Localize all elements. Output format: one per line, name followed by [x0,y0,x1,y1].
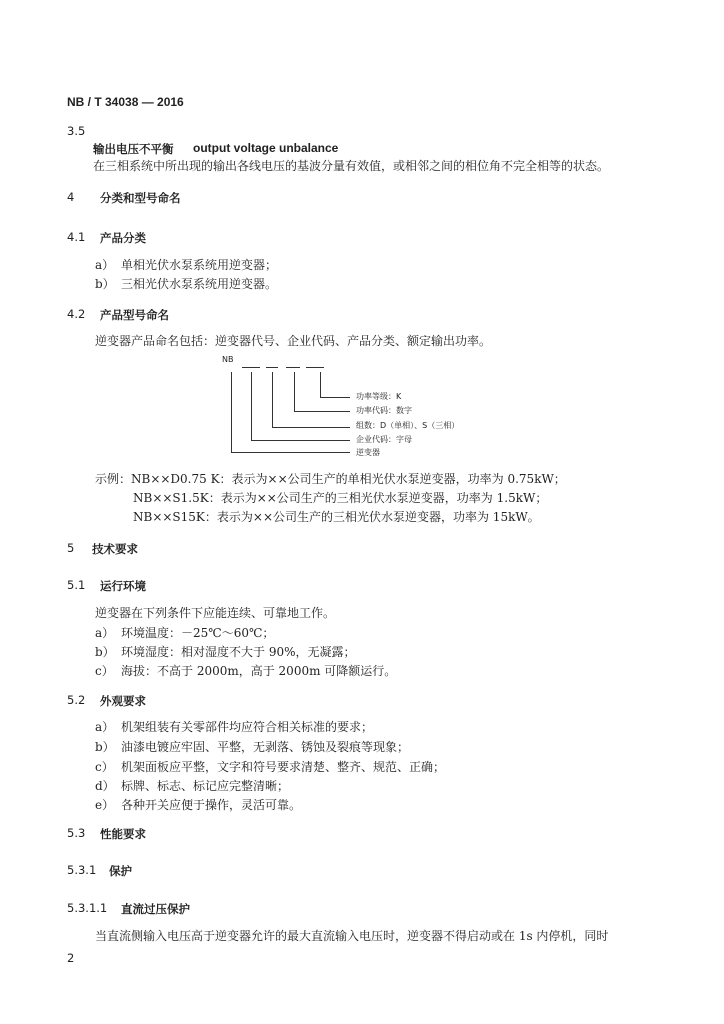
section-5-2-number: 5.2 [67,693,86,707]
list-item-mark: c） [95,760,114,774]
list-item: 单相光伏水泵系统用逆变器； [121,258,278,272]
body-text: 当直流侧输入电压高于逆变器允许的最大直流输入电压时，逆变器不得启动或在 1s 内停机，同时 [95,929,609,943]
list-item: 海拔：不高于 2000m，高于 2000m 可降额运行。 [121,664,397,678]
page-number: 2 [67,951,75,965]
list-item-mark: b） [95,277,115,291]
list-item-mark: b） [95,740,115,754]
environment-intro: 逆变器在下列条件下应能连续、可靠地工作。 [95,606,336,620]
list-item-mark: b） [95,645,115,659]
list-item: 油漆电镀应牢固、平整，无剥落、锈蚀及裂痕等现象； [121,740,410,754]
list-item: 标牌、标志、标记应完整清晰； [121,779,290,793]
list-item-mark: e） [95,798,115,812]
naming-intro: 逆变器产品命名包括：逆变器代号、企业代码、产品分类、额定输出功率。 [95,334,492,348]
term-english: output voltage unbalance [193,141,339,155]
example-line: NB××S1.5K：表示为××公司生产的三相光伏水泵逆变器，功率为 1.5kW； [133,491,548,505]
section-4-1-number: 4.1 [67,230,86,244]
section-4-1-title: 产品分类 [100,231,146,245]
diagram-label-power-code: 功率代码：数字 [356,406,412,415]
list-item: 机架组装有关零部件均应符合相关标准的要求； [121,720,374,734]
list-item: 环境湿度：相对湿度不大于 90%，无凝露； [121,645,356,659]
section-5-3-1-number: 5.3.1 [67,863,97,877]
list-item: 机架面板应平整，文字和符号要求清楚、整齐、规范、正确； [121,760,446,774]
list-item-mark: a） [95,720,115,734]
section-5-title: 技术要求 [92,542,138,556]
section-5-2-title: 外观要求 [100,694,146,708]
diagram-label-power-level: 功率等级：K [356,392,402,401]
section-5-3-number: 5.3 [67,826,86,840]
list-item-mark: c） [95,664,114,678]
diagram-label-inverter: 逆变器 [356,448,380,457]
section-5-3-1-1-number: 5.3.1.1 [67,901,108,915]
list-item-mark: a） [95,258,115,272]
diagram-label-company-code: 企业代码：字母 [356,435,412,444]
list-item-mark: d） [95,779,115,793]
section-4-number: 4 [67,190,75,204]
term-chinese: 输出电压不平衡 [93,142,174,156]
section-5-3-title: 性能要求 [100,827,146,841]
section-3-5-number: 3.5 [67,124,86,138]
section-5-3-1-1-title: 直流过压保护 [121,902,190,916]
section-4-title: 分类和型号命名 [100,191,181,205]
example-line: NB××S15K：表示为××公司生产的三相光伏水泵逆变器，功率为 15kW。 [133,510,540,524]
list-item: 各种开关应便于操作，灵活可靠。 [121,798,302,812]
list-item-mark: a） [95,626,115,640]
list-item: 环境温度：－25℃～60℃； [121,626,275,640]
example-line: 示例：NB××D0.75 K：表示为××公司生产的单相光伏水泵逆变器，功率为 0.75kW； [95,472,566,486]
diagram-label-phase: 组数：D（单相）、S（三相） [356,421,460,430]
term-definition: 在三相系统中所出现的输出各线电压的基波分量有效值，或相邻之间的相位角不完全相等的状态。 [93,159,610,173]
section-5-number: 5 [67,541,75,555]
section-5-1-number: 5.1 [67,578,86,592]
section-4-2-title: 产品型号命名 [100,308,169,322]
list-item: 三相光伏水泵系统用逆变器。 [121,277,278,291]
standard-number: NB / T 34038 — 2016 [67,95,184,109]
section-5-3-1-title: 保护 [109,864,132,878]
diagram-prefix: NB [222,355,234,364]
section-5-1-title: 运行环境 [100,579,146,593]
section-4-2-number: 4.2 [67,307,86,321]
